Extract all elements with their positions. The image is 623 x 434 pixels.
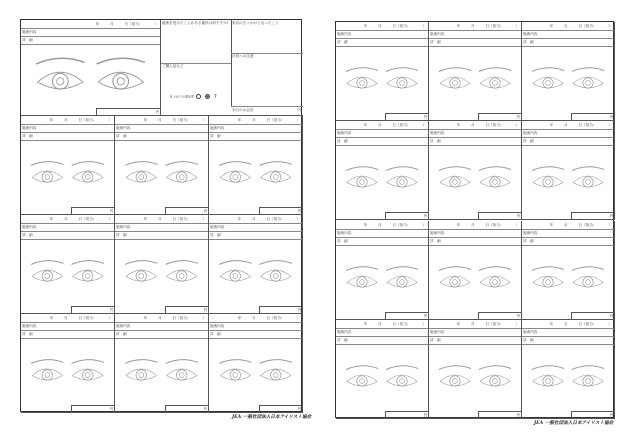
card-date-label: 年 月 日（担当: ） bbox=[363, 23, 426, 28]
divider bbox=[115, 330, 208, 331]
divider bbox=[336, 245, 428, 246]
treatment-label: 施術内容 bbox=[430, 130, 445, 135]
divider bbox=[209, 330, 302, 331]
eye-diagram-icon bbox=[429, 49, 521, 110]
footer-brand: JEA bbox=[232, 415, 242, 420]
treatment-label: 施術内容 bbox=[523, 31, 538, 36]
eye-diagram-icon bbox=[209, 143, 302, 204]
divider bbox=[522, 237, 614, 238]
card-date-label: 年 月 日（担当: ） bbox=[456, 222, 519, 227]
price-unit: 円 bbox=[297, 407, 301, 412]
card-date-label: 年 月 日（担当: ） bbox=[363, 222, 426, 227]
divider bbox=[429, 245, 521, 246]
treatment-label: 施術内容 bbox=[523, 329, 538, 334]
price-box bbox=[71, 306, 114, 313]
price-unit: 円 bbox=[609, 314, 613, 319]
divider bbox=[522, 137, 614, 138]
price-box bbox=[571, 312, 614, 319]
card-left-3-2 bbox=[115, 314, 209, 413]
price-box bbox=[385, 113, 428, 120]
purchased-label: ご購入品など bbox=[162, 64, 184, 68]
eye-diagram-icon bbox=[429, 248, 521, 309]
treatment-label: 施術内容 bbox=[523, 130, 538, 135]
card-right-4-1 bbox=[336, 320, 429, 419]
eye-diagram-icon bbox=[21, 341, 114, 402]
price-unit: 円 bbox=[155, 110, 159, 115]
price-box bbox=[478, 312, 521, 319]
divider bbox=[336, 38, 428, 39]
divider bbox=[21, 231, 114, 232]
details-label: 詳 細 bbox=[523, 238, 534, 243]
details-label: 詳 細 bbox=[22, 133, 33, 138]
eye-diagram-icon bbox=[115, 143, 208, 204]
eye-diagram-icon bbox=[21, 242, 114, 303]
price-unit: 円 bbox=[423, 214, 427, 219]
divider bbox=[429, 137, 521, 138]
treatment-label: 施術内容 bbox=[430, 230, 445, 235]
divider bbox=[336, 344, 428, 345]
details-label: 詳 細 bbox=[22, 37, 33, 42]
treatment-label: 施術内容 bbox=[337, 230, 352, 235]
eye-diagram-icon bbox=[336, 347, 428, 408]
price-unit: 円 bbox=[423, 413, 427, 418]
card-date-label: 年 月 日（担当: ） bbox=[49, 216, 112, 221]
card-date-label: 年 月 日（担当: ） bbox=[143, 216, 206, 221]
card-left-3-1 bbox=[21, 314, 115, 413]
details-label: 詳 細 bbox=[116, 232, 127, 237]
price-unit: 円 bbox=[203, 407, 207, 412]
treatment-label: 施術内容 bbox=[22, 224, 37, 229]
payment-label: 本日のお会計 bbox=[232, 108, 254, 112]
divider bbox=[231, 106, 303, 107]
treatment-label: 施術内容 bbox=[337, 130, 352, 135]
price-unit: 円 bbox=[297, 209, 301, 214]
price-box bbox=[385, 212, 428, 219]
sheet-left bbox=[20, 19, 302, 412]
price-unit: 円 bbox=[203, 209, 207, 214]
eye-diagram-icon bbox=[21, 47, 160, 105]
card-right-2-2 bbox=[429, 121, 522, 220]
card-date-label: 年 月 日（担当: ） bbox=[237, 315, 300, 320]
divider bbox=[21, 330, 114, 331]
card-main bbox=[21, 20, 161, 116]
eye-diagram-icon bbox=[209, 242, 302, 303]
price-unit: 円 bbox=[109, 308, 113, 313]
price-box bbox=[165, 207, 208, 214]
price-box bbox=[385, 411, 428, 418]
price-box bbox=[571, 113, 614, 120]
divider bbox=[429, 145, 521, 146]
card-left-2-2 bbox=[115, 215, 209, 314]
card-date-label: 年 月 日（担当: ） bbox=[549, 222, 612, 227]
divider bbox=[115, 338, 208, 339]
satisfaction-label: 仕上がりの満足度 bbox=[170, 94, 195, 99]
card-right-1-1 bbox=[336, 22, 429, 121]
price-unit: 円 bbox=[203, 308, 207, 313]
price-unit: 円 bbox=[516, 115, 520, 120]
divider bbox=[429, 336, 521, 337]
divider bbox=[336, 137, 428, 138]
divider bbox=[522, 344, 614, 345]
price-box bbox=[71, 405, 114, 412]
footer-org: 一般社団法人日本アイリスト協会 bbox=[544, 421, 614, 426]
divider bbox=[115, 239, 208, 240]
card-right-2-3 bbox=[522, 121, 615, 220]
details-label: 詳 細 bbox=[430, 138, 441, 143]
card-left-1-1 bbox=[21, 116, 115, 215]
divider bbox=[522, 145, 614, 146]
eye-diagram-icon bbox=[522, 248, 614, 309]
card-date-label: 年 月 日（担当: ） bbox=[456, 321, 519, 326]
price-box bbox=[571, 212, 614, 219]
divider bbox=[209, 231, 302, 232]
card-date-label: 年 月 日（担当: ） bbox=[49, 117, 112, 122]
treatment-label: 施術内容 bbox=[210, 125, 225, 130]
eye-diagram-icon bbox=[209, 341, 302, 402]
treatment-label: 施術内容 bbox=[22, 29, 37, 34]
divider bbox=[336, 46, 428, 47]
divider bbox=[209, 132, 302, 133]
details-label: 詳 細 bbox=[116, 133, 127, 138]
divider bbox=[115, 231, 208, 232]
card-date-label: 年 月 日（担当: ） bbox=[549, 23, 612, 28]
divider bbox=[115, 132, 208, 133]
eye-diagram-icon bbox=[429, 347, 521, 408]
card-date-label: 年 月 日（担当: ） bbox=[95, 21, 158, 26]
treatment-label: 施術内容 bbox=[116, 323, 131, 328]
price-unit: 円 bbox=[423, 115, 427, 120]
card-date-label: 年 月 日（担当: ） bbox=[363, 122, 426, 127]
price-box bbox=[478, 411, 521, 418]
divider bbox=[336, 145, 428, 146]
price-box bbox=[478, 212, 521, 219]
divider bbox=[429, 46, 521, 47]
sheet-right bbox=[335, 21, 614, 418]
details-label: 詳 細 bbox=[430, 337, 441, 342]
eye-diagram-icon bbox=[21, 143, 114, 204]
price-unit: 円 bbox=[109, 209, 113, 214]
price-unit: 円 bbox=[297, 308, 301, 313]
divider bbox=[522, 46, 614, 47]
price-box bbox=[571, 411, 614, 418]
card-left-3-3 bbox=[209, 314, 303, 413]
price-unit: 円 bbox=[609, 214, 613, 219]
card-right-4-2 bbox=[429, 320, 522, 419]
price-box bbox=[259, 207, 302, 214]
divider bbox=[21, 239, 114, 240]
question-label: 施術を受けたことがある箇所は何ですか? bbox=[162, 21, 229, 25]
card-right-3-2 bbox=[429, 221, 522, 320]
card-date-label: 年 月 日（担当: ） bbox=[456, 23, 519, 28]
divider bbox=[336, 237, 428, 238]
footer-left bbox=[232, 414, 311, 420]
treatment-label: 施術内容 bbox=[523, 230, 538, 235]
footer-org: 一般社団法人日本アイリスト協会 bbox=[242, 415, 312, 420]
treatment-label: 施術内容 bbox=[430, 31, 445, 36]
details-label: 詳 細 bbox=[337, 238, 348, 243]
details-label: 詳 細 bbox=[210, 331, 221, 336]
divider bbox=[209, 140, 302, 141]
card-right-3-1 bbox=[336, 221, 429, 320]
details-label: 詳 細 bbox=[523, 138, 534, 143]
card-right-2-1 bbox=[336, 121, 429, 220]
divider bbox=[522, 38, 614, 39]
details-label: 詳 細 bbox=[523, 337, 534, 342]
details-label: 詳 細 bbox=[210, 133, 221, 138]
price-unit: 円 bbox=[609, 115, 613, 120]
next-care-label: 次回への注意 bbox=[232, 54, 254, 58]
card-date-label: 年 月 日（担当: ） bbox=[143, 315, 206, 320]
footer-right bbox=[534, 420, 613, 426]
divider bbox=[429, 237, 521, 238]
divider bbox=[522, 336, 614, 337]
treatment-label: 施術内容 bbox=[22, 323, 37, 328]
treatment-label: 施術内容 bbox=[430, 329, 445, 334]
divider bbox=[209, 239, 302, 240]
divider bbox=[21, 132, 114, 133]
treatment-label: 施術内容 bbox=[337, 329, 352, 334]
details-label: 詳 細 bbox=[116, 331, 127, 336]
price-unit: 円 bbox=[516, 314, 520, 319]
card-left-1-3 bbox=[209, 116, 303, 215]
card-left-1-2 bbox=[115, 116, 209, 215]
divider bbox=[21, 338, 114, 339]
eye-diagram-icon bbox=[115, 242, 208, 303]
price-box bbox=[96, 108, 160, 115]
price-unit: 円 bbox=[516, 413, 520, 418]
card-date-label: 年 月 日（担当: ） bbox=[49, 315, 112, 320]
divider bbox=[21, 44, 160, 45]
divider bbox=[336, 336, 428, 337]
price-box bbox=[259, 306, 302, 313]
divider bbox=[21, 36, 160, 37]
details-label: 詳 細 bbox=[430, 238, 441, 243]
eye-diagram-icon bbox=[429, 148, 521, 209]
price-box bbox=[259, 405, 302, 412]
card-date-label: 年 月 日（担当: ） bbox=[549, 321, 612, 326]
satisfaction-row bbox=[170, 94, 217, 99]
reason-label: 来店のきっかけとなったこと bbox=[232, 21, 279, 25]
treatment-label: 施術内容 bbox=[116, 125, 131, 130]
treatment-label: 施術内容 bbox=[210, 323, 225, 328]
price-box bbox=[165, 405, 208, 412]
eye-diagram-icon bbox=[336, 49, 428, 110]
treatment-label: 施術内容 bbox=[116, 224, 131, 229]
details-label: 詳 細 bbox=[337, 337, 348, 342]
rating-good-icon[interactable] bbox=[196, 94, 201, 99]
divider bbox=[429, 344, 521, 345]
price-box bbox=[165, 306, 208, 313]
rating-question-icon[interactable]: ? bbox=[214, 93, 217, 100]
card-right-1-2 bbox=[429, 22, 522, 121]
divider bbox=[231, 20, 232, 106]
card-date-label: 年 月 日（担当: ） bbox=[363, 321, 426, 326]
divider bbox=[115, 140, 208, 141]
divider bbox=[522, 245, 614, 246]
card-right-4-3 bbox=[522, 320, 615, 419]
card-date-label: 年 月 日（担当: ） bbox=[549, 122, 612, 127]
price-unit: 円 bbox=[109, 407, 113, 412]
payment-yen: 円 bbox=[297, 108, 301, 112]
price-unit: 円 bbox=[423, 314, 427, 319]
card-date-label: 年 月 日（担当: ） bbox=[456, 122, 519, 127]
eye-diagram-icon bbox=[522, 49, 614, 110]
details-label: 詳 細 bbox=[210, 232, 221, 237]
card-left-2-1 bbox=[21, 215, 115, 314]
eye-diagram-icon bbox=[522, 347, 614, 408]
price-box bbox=[71, 207, 114, 214]
treatment-label: 施術内容 bbox=[337, 31, 352, 36]
price-unit: 円 bbox=[516, 214, 520, 219]
price-unit: 円 bbox=[609, 413, 613, 418]
details-label: 詳 細 bbox=[523, 39, 534, 44]
details-label: 詳 細 bbox=[337, 39, 348, 44]
divider bbox=[209, 338, 302, 339]
divider bbox=[21, 28, 160, 29]
divider bbox=[21, 140, 114, 141]
customer-info-panel bbox=[161, 20, 303, 116]
card-right-3-3 bbox=[522, 221, 615, 320]
treatment-label: 施術内容 bbox=[210, 224, 225, 229]
eye-diagram-icon bbox=[336, 248, 428, 309]
details-label: 詳 細 bbox=[430, 39, 441, 44]
card-date-label: 年 月 日（担当: ） bbox=[143, 117, 206, 122]
card-left-2-3 bbox=[209, 215, 303, 314]
divider bbox=[429, 38, 521, 39]
rating-ok-icon[interactable] bbox=[205, 94, 210, 99]
treatment-label: 施術内容 bbox=[22, 125, 37, 130]
eye-diagram-icon bbox=[522, 148, 614, 209]
price-box bbox=[385, 312, 428, 319]
details-label: 詳 細 bbox=[22, 331, 33, 336]
eye-diagram-icon bbox=[115, 341, 208, 402]
details-label: 詳 細 bbox=[337, 138, 348, 143]
details-label: 詳 細 bbox=[22, 232, 33, 237]
card-date-label: 年 月 日（担当: ） bbox=[237, 216, 300, 221]
price-box bbox=[478, 113, 521, 120]
eye-diagram-icon bbox=[336, 148, 428, 209]
card-right-1-3 bbox=[522, 22, 615, 121]
card-date-label: 年 月 日（担当: ） bbox=[237, 117, 300, 122]
footer-brand: JEA bbox=[534, 421, 544, 426]
